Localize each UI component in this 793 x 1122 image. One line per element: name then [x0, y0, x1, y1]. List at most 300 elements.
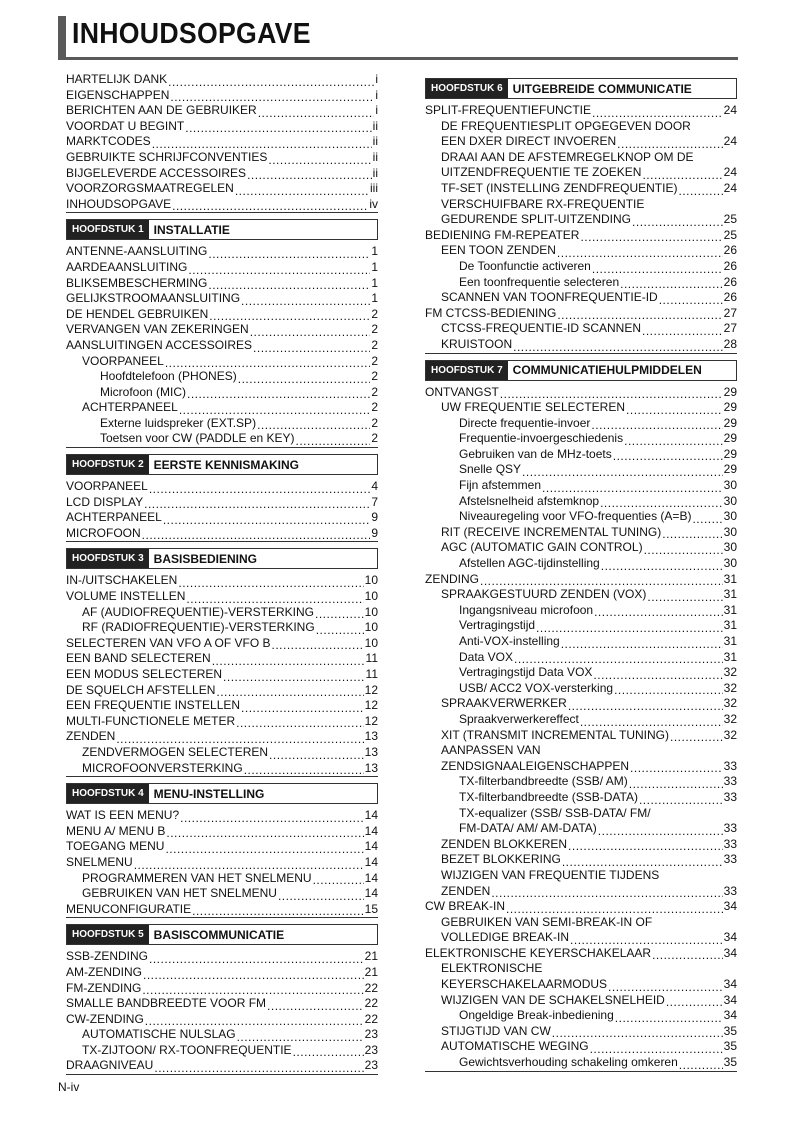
toc-entry[interactable] — [66, 698, 378, 714]
dot-leader — [192, 905, 364, 917]
toc-page-number: 13 — [364, 744, 378, 759]
toc-entry[interactable] — [66, 526, 378, 542]
toc-page-number: 22 — [364, 980, 378, 995]
toc-page-number: 34 — [723, 930, 737, 945]
toc-entry-title: Vertragingstijd Data VOX — [459, 665, 593, 680]
toc-entry-title: EEN TOON ZENDEN — [441, 243, 556, 258]
toc-page-number: 23 — [364, 1058, 378, 1073]
dot-leader — [639, 794, 723, 806]
toc-entry-continued: GEBRUIKEN VAN SEMI-BREAK-IN OF — [441, 914, 653, 929]
toc-entry[interactable] — [425, 603, 737, 619]
toc-entry[interactable] — [425, 1024, 737, 1040]
dot-leader — [152, 138, 372, 150]
toc-page-number: 15 — [364, 901, 378, 916]
toc-page-number: 2 — [371, 431, 378, 446]
toc-entry[interactable] — [66, 385, 378, 401]
dot-leader — [268, 154, 371, 166]
toc-entry-title: EEN MODUS SELECTEREN — [66, 667, 223, 681]
toc-entry[interactable] — [425, 321, 737, 337]
toc-entry-title: AARDEAANSLUITING — [66, 259, 188, 274]
dot-leader — [253, 342, 370, 354]
toc-entry-title: ZENDVERMOGEN SELECTEREN — [82, 744, 269, 759]
toc-entry[interactable] — [425, 462, 737, 478]
dot-leader — [613, 450, 723, 462]
toc-page-number: 1 — [371, 275, 378, 290]
toc-section — [66, 548, 378, 777]
toc-entry[interactable] — [425, 431, 737, 447]
toc-page-number: 13 — [364, 729, 378, 744]
toc-entry[interactable] — [66, 150, 378, 166]
toc-entry-title: Microfoon (MIC) — [100, 384, 187, 399]
toc-entry[interactable] — [66, 166, 378, 182]
toc-entry[interactable] — [66, 416, 378, 432]
toc-page-number: 32 — [723, 696, 737, 711]
toc-entry[interactable] — [66, 871, 378, 887]
title-rule — [58, 57, 738, 60]
toc-entry[interactable] — [66, 683, 378, 699]
dot-leader — [179, 404, 371, 416]
dot-leader — [293, 1046, 364, 1058]
toc-page-number: ii — [372, 134, 378, 149]
toc-entry-title: UW FREQUENTIE SELECTEREN — [441, 400, 626, 415]
toc-entry-continued: VERSCHUIFBARE RX-FREQUENTIE — [441, 196, 645, 211]
toc-entry[interactable] — [425, 165, 737, 181]
toc-entry-title: MENU A/ MENU B — [66, 823, 166, 838]
toc-entry[interactable] — [66, 400, 378, 416]
dot-leader — [600, 497, 723, 509]
toc-entry-title: VOLUME INSTELLEN — [66, 589, 186, 604]
toc-entry-title: ONTVANGST — [425, 384, 499, 399]
toc-entry-title: ZENDEN — [66, 729, 116, 744]
toc-section — [66, 219, 378, 448]
dot-leader — [666, 996, 723, 1008]
toc-entry-title: Fijn afstemmen — [459, 478, 542, 493]
toc-entry-title: Spraakverwerkereffect — [459, 711, 579, 726]
dot-leader — [180, 812, 364, 824]
toc-entry[interactable] — [425, 837, 737, 853]
toc-entry-title: GEBRUIKEN VAN HET SNELMENU — [82, 886, 277, 901]
toc-page-number: 30 — [723, 556, 737, 571]
chapter-label: HOOFDSTUK 6 — [426, 79, 508, 98]
toc-entry[interactable] — [425, 587, 737, 603]
toc-entry-title: BEZET BLOKKERING — [441, 852, 561, 867]
dot-leader — [235, 185, 369, 197]
toc-page-number: 12 — [364, 682, 378, 697]
toc-entry[interactable] — [425, 259, 737, 275]
toc-page-number: i — [375, 103, 378, 118]
toc-entry[interactable] — [425, 228, 737, 244]
toc-page-number: 31 — [723, 587, 737, 602]
dot-leader — [670, 731, 723, 743]
toc-entry-title: XIT (TRANSMIT INCREMENTAL TUNING) — [441, 727, 670, 742]
toc-entry-title: INHOUDSOPGAVE — [66, 196, 172, 211]
dot-leader — [568, 840, 723, 852]
toc-entry[interactable] — [66, 197, 378, 213]
toc-entry[interactable] — [425, 134, 737, 150]
toc-entry[interactable] — [425, 1039, 737, 1055]
toc-entry-title: Hoofdtelefoon (PHONES) — [100, 369, 237, 384]
dot-leader — [315, 608, 364, 620]
toc-entry[interactable] — [66, 88, 378, 104]
toc-entry[interactable] — [66, 1058, 378, 1074]
toc-entry[interactable] — [66, 369, 378, 385]
toc-entry[interactable] — [66, 620, 378, 636]
toc-entry[interactable] — [66, 431, 378, 447]
toc-page-number: 28 — [723, 336, 737, 351]
toc-entry[interactable] — [425, 634, 737, 650]
chapter-label: HOOFDSTUK 3 — [67, 549, 149, 568]
toc-entry[interactable] — [66, 745, 378, 761]
dot-leader — [208, 248, 370, 260]
toc-entry[interactable] — [66, 244, 378, 260]
toc-entry[interactable] — [66, 291, 378, 307]
toc-page-number: 26 — [723, 274, 737, 289]
toc-page-number: 10 — [364, 604, 378, 619]
toc-entry-title: De Toonfunctie activeren — [459, 258, 591, 273]
toc-entry[interactable] — [425, 400, 737, 416]
toc-entry-title: AM-ZENDING — [66, 964, 142, 979]
toc-page-number: 2 — [371, 337, 378, 352]
toc-page-number: 29 — [723, 384, 737, 399]
toc-entry[interactable] — [66, 714, 378, 730]
toc-entry-title: CW-ZENDING — [66, 1011, 144, 1026]
toc-entry-title: ACHTERPANEEL — [66, 510, 162, 525]
toc-entry[interactable] — [66, 965, 378, 981]
dot-leader — [168, 76, 374, 88]
toc-entry-title: ZENDEN BLOKKEREN — [441, 836, 568, 851]
toc-entry-title: USB/ ACC2 VOX-versterking — [459, 680, 614, 695]
toc-entry[interactable] — [66, 1012, 378, 1028]
toc-entry-title: GEDURENDE SPLIT-UITZENDING — [441, 212, 632, 227]
toc-section — [66, 924, 378, 1075]
toc-entry[interactable] — [66, 667, 378, 683]
dot-leader — [592, 263, 723, 275]
dot-leader — [238, 373, 371, 385]
toc-entry[interactable] — [66, 181, 378, 197]
dot-leader — [557, 309, 722, 321]
toc-entry[interactable] — [66, 338, 378, 354]
toc-entry[interactable] — [425, 243, 737, 259]
toc-entry-title: DE HENDEL GEBRUIKEN — [66, 306, 209, 321]
dot-leader — [620, 278, 723, 290]
toc-page-number: 24 — [723, 165, 737, 180]
toc-entry[interactable] — [425, 1055, 737, 1071]
toc-entry-title: UITZENDFREQUENTIE TE ZOEKEN — [441, 165, 642, 180]
toc-entry[interactable] — [66, 322, 378, 338]
toc-page-number: i — [375, 87, 378, 102]
toc-entry[interactable] — [425, 540, 737, 556]
toc-entry[interactable] — [425, 696, 737, 712]
toc-entry[interactable] — [66, 119, 378, 135]
toc-entry[interactable] — [425, 494, 737, 510]
dot-leader — [480, 575, 723, 587]
dot-leader — [570, 934, 723, 946]
toc-entry[interactable] — [425, 525, 737, 541]
toc-entry[interactable] — [66, 1027, 378, 1043]
dot-leader — [296, 435, 371, 447]
dot-leader — [185, 122, 371, 134]
dot-leader — [165, 357, 371, 369]
toc-section — [425, 78, 737, 354]
toc-page-number: 21 — [364, 964, 378, 979]
toc-page-number: 2 — [371, 384, 378, 399]
toc-page-number: 25 — [723, 227, 737, 242]
toc-entry[interactable] — [66, 902, 378, 918]
toc-entry-title: TX-filterbandbreedte (SSB-DATA) — [459, 789, 638, 804]
toc-entry[interactable] — [425, 774, 737, 790]
toc-page-number: 12 — [364, 713, 378, 728]
chapter-header — [425, 360, 737, 381]
toc-page-number: 29 — [723, 446, 737, 461]
toc-entry[interactable] — [425, 930, 737, 946]
toc-page-number: i — [375, 72, 378, 86]
dot-leader — [592, 107, 723, 119]
dot-leader — [617, 138, 722, 150]
toc-entry-title: EIGENSCHAPPEN — [66, 87, 170, 102]
toc-entry[interactable] — [66, 276, 378, 292]
dot-leader — [615, 1012, 723, 1024]
toc-entry[interactable] — [66, 134, 378, 150]
dot-leader — [241, 702, 364, 714]
toc-entry-title: Afstelsnelheid afstemknop — [459, 493, 600, 508]
toc-entry[interactable] — [66, 839, 378, 855]
chapter-title: BASISCOMMUNICATIE — [153, 927, 285, 942]
toc-page-number: 32 — [723, 665, 737, 680]
toc-page-number: 2 — [371, 415, 378, 430]
toc-entry[interactable] — [66, 824, 378, 840]
toc-entry[interactable] — [425, 790, 737, 806]
toc-entry[interactable] — [425, 899, 737, 915]
toc-entry[interactable] — [66, 510, 378, 526]
toc-entry[interactable] — [425, 993, 737, 1009]
chapter-label: HOOFDSTUK 2 — [67, 455, 149, 474]
toc-entry[interactable] — [425, 337, 737, 353]
toc-entry[interactable] — [425, 852, 737, 868]
toc-page-number: iii — [370, 181, 378, 196]
toc-entry[interactable] — [66, 855, 378, 871]
toc-entry[interactable] — [425, 290, 737, 306]
toc-entry-title: WAT IS EEN MENU? — [66, 808, 180, 823]
toc-entry[interactable] — [66, 573, 378, 589]
toc-entry[interactable] — [425, 650, 737, 666]
dot-leader — [614, 684, 723, 696]
toc-page-number: iv — [369, 196, 378, 211]
dot-leader — [142, 529, 371, 541]
toc-entry-title: PROGRAMMEREN VAN HET SNELMENU — [82, 870, 312, 885]
toc-page-number: 35 — [723, 1023, 737, 1038]
dot-leader — [561, 638, 723, 650]
toc-entry-title: ACHTERPANEEL — [82, 400, 178, 415]
toc-page-number: 26 — [723, 243, 737, 258]
dot-leader — [237, 1031, 364, 1043]
toc-entry-continued: DE FREQUENTIESPLIT OPGEGEVEN DOOR — [441, 118, 691, 133]
toc-entry[interactable] — [425, 665, 737, 681]
toc-entry-title: Toetsen voor CW (PADDLE en KEY) — [100, 431, 295, 446]
chapter-header — [66, 454, 378, 475]
toc-entry-title: EEN FREQUENTIE INSTELLEN — [66, 698, 241, 713]
toc-entry[interactable] — [425, 103, 737, 119]
toc-entry[interactable] — [425, 821, 737, 837]
toc-page-number: 26 — [723, 290, 737, 305]
toc-page-number: 30 — [723, 478, 737, 493]
toc-entry-title: Directe frequentie-invoer — [459, 415, 591, 430]
toc-page-number: 29 — [723, 431, 737, 446]
toc-page-number: 31 — [723, 571, 737, 586]
toc-page-number: 31 — [723, 649, 737, 664]
toc-page-number: 33 — [723, 836, 737, 851]
toc-entry[interactable] — [425, 385, 737, 401]
toc-entry-title: AANSLUITINGEN ACCESSOIRES — [66, 337, 253, 352]
toc-entry[interactable] — [66, 808, 378, 824]
toc-entry[interactable] — [66, 981, 378, 997]
toc-entry[interactable] — [425, 478, 737, 494]
toc-entry[interactable] — [425, 681, 737, 697]
toc-entry-title: VOORPANEEL — [66, 479, 148, 494]
dot-leader — [278, 890, 364, 902]
dot-leader — [316, 624, 364, 636]
toc-page-number: 30 — [723, 524, 737, 539]
toc-page-number: 33 — [723, 821, 737, 836]
toc-entry-title: BEDIENING FM-REPEATER — [425, 227, 580, 242]
toc-page-number: 14 — [364, 854, 378, 869]
dot-leader — [644, 544, 723, 556]
toc-page-number: 31 — [723, 618, 737, 633]
toc-entry[interactable] — [425, 212, 737, 228]
chapter-label: HOOFDSTUK 5 — [67, 925, 149, 944]
toc-page-number: 32 — [723, 727, 737, 742]
toc-page-number: 2 — [371, 322, 378, 337]
toc-entry[interactable] — [66, 996, 378, 1012]
toc-entry[interactable] — [425, 572, 737, 588]
toc-entry[interactable] — [425, 759, 737, 775]
toc-entry[interactable] — [425, 618, 737, 634]
toc-entry-title: DE SQUELCH AFSTELLEN — [66, 682, 216, 697]
toc-entry[interactable] — [66, 886, 378, 902]
toc-entry[interactable] — [66, 354, 378, 370]
toc-entry-title: SSB-ZENDING — [66, 949, 149, 964]
toc-entry[interactable] — [425, 1008, 737, 1024]
dot-leader — [594, 606, 723, 618]
dot-leader — [568, 700, 723, 712]
toc-entry-title: DRAAGNIVEAU — [66, 1058, 154, 1073]
dot-leader — [590, 1043, 723, 1055]
dot-leader — [678, 185, 722, 197]
toc-page-number: 14 — [364, 823, 378, 838]
chapter-label: HOOFDSTUK 4 — [67, 784, 149, 803]
toc-entry[interactable] — [425, 728, 737, 744]
toc-entry[interactable] — [66, 260, 378, 276]
toc-entry[interactable] — [425, 416, 737, 432]
toc-entry[interactable] — [66, 103, 378, 119]
toc-entry[interactable] — [425, 181, 737, 197]
toc-page-number: 33 — [723, 758, 737, 773]
toc-page-number: 33 — [723, 852, 737, 867]
toc-entry-title: VOLLEDIGE BREAK-IN — [441, 930, 570, 945]
toc-entry-title: MICROFOONVERSTERKING — [82, 760, 243, 775]
toc-entry-title: VERVANGEN VAN ZEKERINGEN — [66, 322, 249, 337]
toc-entry[interactable] — [66, 636, 378, 652]
toc-entry-title: KEYERSCHAKELAARMODUS — [441, 977, 608, 992]
toc-entry[interactable] — [66, 729, 378, 745]
toc-entry[interactable] — [425, 712, 737, 728]
toc-entry-title: SPLIT-FREQUENTIEFUNCTIE — [425, 103, 592, 117]
chapter-title: MENU-INSTELLING — [153, 786, 265, 801]
toc-entry[interactable] — [425, 946, 737, 962]
toc-entry-title: MICROFOON — [66, 525, 141, 540]
dot-leader — [236, 717, 364, 729]
toc-entry[interactable] — [425, 447, 737, 463]
toc-entry-title: GEBRUIKTE SCHRIJFCONVENTIES — [66, 149, 268, 164]
toc-page-number: 31 — [723, 634, 737, 648]
dot-leader — [522, 466, 723, 478]
dot-leader — [267, 1000, 364, 1012]
toc-page-number: 34 — [723, 899, 737, 914]
toc-column-right — [425, 72, 737, 1074]
toc-entry-continued: DRAAI AAN DE AFSTEMREGELKNOP OM DE — [441, 149, 694, 164]
dot-leader — [659, 294, 723, 306]
toc-entry[interactable] — [425, 977, 737, 993]
toc-entry-title: SPRAAKGESTUURD ZENDEN (VOX) — [441, 587, 647, 602]
chapter-header — [66, 924, 378, 945]
toc-entry-title: AGC (AUTOMATIC GAIN CONTROL) — [441, 540, 643, 555]
page-title: INHOUDSOPGAVE — [72, 18, 311, 50]
dot-leader — [591, 419, 722, 431]
toc-entry[interactable] — [66, 651, 378, 667]
toc-entry[interactable] — [66, 1043, 378, 1059]
toc-entry[interactable] — [425, 306, 737, 322]
toc-entry-title: FM CTCSS-BEDIENING — [425, 305, 557, 320]
toc-entry[interactable] — [425, 275, 737, 291]
dot-leader — [652, 949, 723, 961]
toc-entry[interactable] — [66, 589, 378, 605]
toc-entry[interactable] — [66, 307, 378, 323]
toc-page-number: 24 — [723, 103, 737, 117]
toc-entry[interactable] — [425, 509, 737, 525]
chapter-label: HOOFDSTUK 1 — [67, 220, 149, 239]
dot-leader — [580, 231, 722, 243]
toc-entry-title: CTCSS-FREQUENTIE-ID SCANNEN — [441, 321, 642, 336]
toc-page-number: 11 — [365, 651, 378, 666]
dot-leader — [170, 91, 374, 103]
dot-leader — [514, 653, 723, 665]
toc-page-number: 32 — [723, 711, 737, 726]
toc-entry[interactable] — [425, 884, 737, 900]
dot-leader — [241, 295, 370, 307]
dot-leader — [642, 325, 723, 337]
chapter-title: BASISBEDIENING — [153, 551, 258, 566]
toc-section — [66, 454, 378, 542]
toc-entry[interactable] — [66, 495, 378, 511]
toc-page-number: 33 — [723, 774, 737, 789]
toc-entry[interactable] — [66, 605, 378, 621]
toc-page-number: 22 — [364, 996, 378, 1011]
toc-page-number: 26 — [723, 258, 737, 273]
dot-leader — [187, 388, 370, 400]
toc-page-number: 34 — [723, 977, 737, 992]
chapter-title: COMMUNICATIEHULPMIDDELEN — [512, 363, 702, 377]
toc-entry[interactable] — [66, 479, 378, 495]
toc-entry[interactable] — [66, 72, 378, 88]
toc-entry[interactable] — [425, 556, 737, 572]
dot-leader — [642, 169, 722, 181]
toc-entry-title: MULTI-FUNCTIONELE METER — [66, 713, 236, 728]
toc-entry-title: AUTOMATISCHE WEGING — [441, 1039, 589, 1054]
toc-entry-title: RF (RADIOFREQUENTIE)-VERSTERKING — [82, 620, 315, 635]
toc-entry-title: LCD DISPLAY — [66, 494, 144, 509]
toc-entry-title: TOEGANG MENU — [66, 839, 165, 854]
toc-entry[interactable] — [66, 761, 378, 777]
toc-entry[interactable] — [66, 949, 378, 965]
